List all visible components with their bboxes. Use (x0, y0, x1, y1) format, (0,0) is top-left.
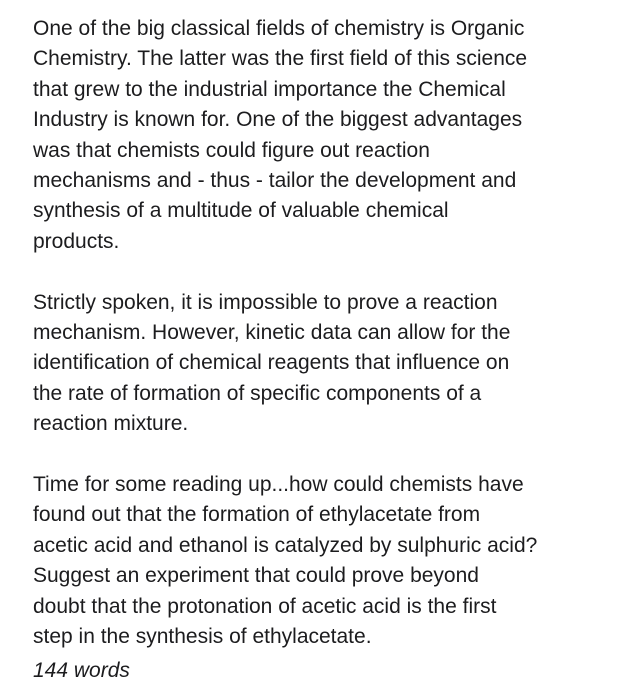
text-line: mechanism. However, kinetic data can allow for the (33, 321, 511, 345)
paragraph-3 (33, 470, 613, 652)
text-line: reaction mixture. (33, 412, 189, 436)
text-line: One of the big classical fields of chemistry is Organic (33, 17, 525, 40)
text-line: identification of chemical reagents that influence on (33, 351, 510, 375)
text-line: products. (33, 229, 120, 253)
text-line: that grew to the industrial importance the Chemical (33, 77, 506, 101)
text-line: Suggest an experiment that could prove beyond (33, 564, 479, 588)
text-line: Time for some reading up...how could chemists have (33, 473, 524, 497)
word-count: 144 words (33, 659, 130, 682)
text-line: Strictly spoken, it is impossible to prove a reaction (33, 290, 498, 314)
paragraph-2 (33, 288, 613, 440)
text-line: acetic acid and ethanol is catalyzed by sulphuric acid? (33, 533, 538, 557)
text-line: the rate of formation of specific components of a (33, 381, 482, 405)
text-line: was that chemists could figure out reaction (33, 138, 430, 162)
post-body (33, 14, 613, 653)
text-line: synthesis of a multitude of valuable chemical (33, 199, 449, 223)
text-line: Industry is known for. One of the biggest advantages (33, 108, 523, 132)
text-line: step in the synthesis of ethylacetate. (33, 625, 372, 649)
text-line: mechanisms and - thus - tailor the development and (33, 169, 517, 193)
text-line: found out that the formation of ethylacetate from (33, 503, 481, 527)
text-line: Chemistry. The latter was the first field of this science (33, 47, 528, 71)
paragraph-1 (33, 14, 613, 257)
text-line: doubt that the protonation of acetic acid is the first (33, 594, 497, 618)
